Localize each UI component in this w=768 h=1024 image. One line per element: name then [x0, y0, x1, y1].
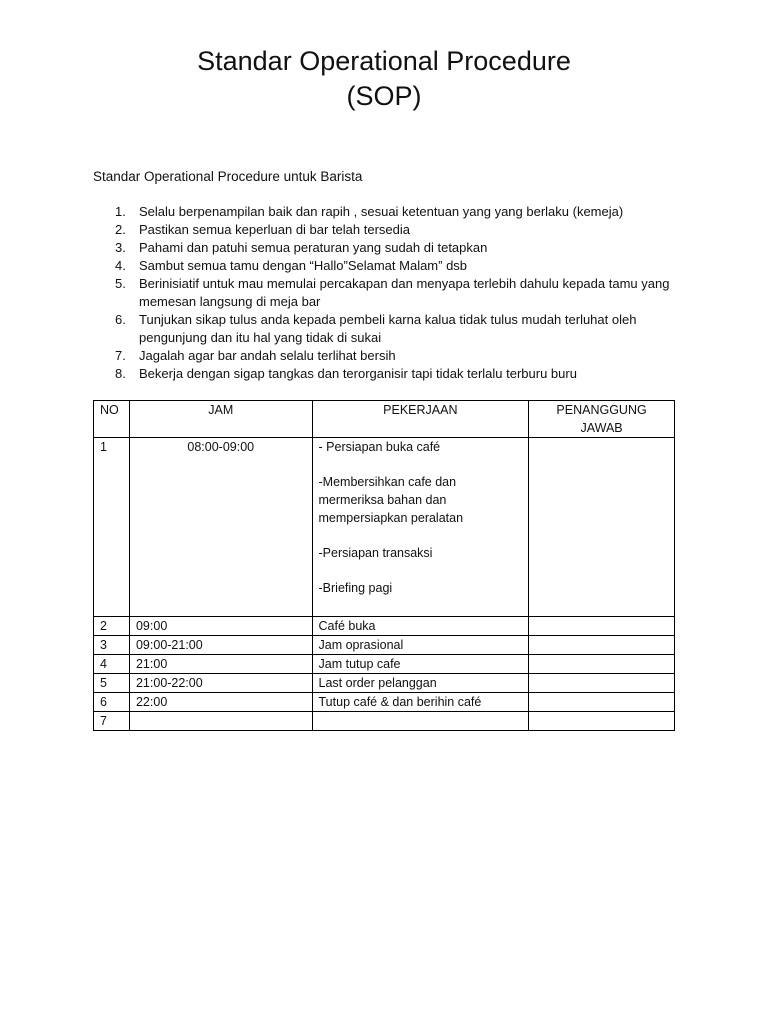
step-text: Selalu berpenampilan baik dan rapih , sesuai ketentuan yang yang berlaku (kemeja): [139, 204, 624, 219]
list-item: [93, 347, 683, 365]
cell-no: 2: [94, 617, 130, 636]
header-penanggung-jawab: PENANGGUNG JAWAB: [529, 401, 675, 438]
task-line: -Persiapan transaksi: [318, 546, 433, 560]
header-jam: JAM: [129, 401, 312, 438]
sop-steps-list: [93, 203, 683, 383]
cell-jam: 08:00-09:00: [129, 438, 312, 617]
cell-pj: [529, 712, 675, 731]
cell-jam: 09:00: [129, 617, 312, 636]
list-item: [93, 365, 683, 383]
document-title: [0, 44, 768, 114]
section-subtitle: Standar Operational Procedure untuk Barista: [93, 169, 363, 184]
list-item: [93, 257, 683, 275]
task-line: -Briefing pagi: [318, 581, 393, 595]
task-line: - Persiapan buka café: [318, 440, 441, 454]
step-number: 7.: [115, 348, 126, 363]
table-row: [94, 693, 675, 712]
step-number: 8.: [115, 366, 126, 381]
table-row: [94, 636, 675, 655]
list-item: [93, 275, 683, 311]
table-row: [94, 655, 675, 674]
cell-pekerjaan: [312, 438, 529, 617]
cell-no: 7: [94, 712, 130, 731]
cell-pekerjaan: Jam oprasional: [312, 636, 529, 655]
step-text: Sambut semua tamu dengan “Hallo”Selamat Malam” dsb: [139, 258, 468, 273]
step-number: 3.: [115, 240, 126, 255]
list-item: [93, 203, 683, 221]
cell-pj: [529, 617, 675, 636]
table-row: [94, 712, 675, 731]
list-item: [93, 239, 683, 257]
cell-pj: [529, 636, 675, 655]
table-row: [94, 674, 675, 693]
schedule-table: [93, 400, 675, 731]
step-number: 2.: [115, 222, 126, 237]
cell-pj: [529, 693, 675, 712]
step-number: 5.: [115, 276, 126, 291]
step-number: 1.: [115, 204, 126, 219]
table-row: [94, 617, 675, 636]
cell-no: 4: [94, 655, 130, 674]
list-item: [93, 311, 683, 347]
title-line-1: Standar Operational Procedure: [197, 46, 571, 76]
cell-jam: [129, 712, 312, 731]
cell-pekerjaan: Tutup café & dan berihin café: [312, 693, 529, 712]
cell-pj: [529, 438, 675, 617]
cell-jam: 09:00-21:00: [129, 636, 312, 655]
task-line: -Membersihkan cafe dan mermeriksa bahan dan mempersiapkan peralatan: [318, 475, 464, 525]
cell-pekerjaan: Last order pelanggan: [312, 674, 529, 693]
table-header-row: [94, 401, 675, 438]
header-pekerjaan: PEKERJAAN: [312, 401, 529, 438]
header-no: NO: [94, 401, 130, 438]
cell-pekerjaan: Jam tutup cafe: [312, 655, 529, 674]
list-item: [93, 221, 683, 239]
table-row: [94, 438, 675, 617]
cell-no: 5: [94, 674, 130, 693]
step-number: 4.: [115, 258, 126, 273]
step-text: Pahami dan patuhi semua peraturan yang sudah di tetapkan: [139, 240, 488, 255]
step-text: Bekerja dengan sigap tangkas dan terorganisir tapi tidak terlalu terburu buru: [139, 366, 577, 381]
title-line-2: (SOP): [346, 81, 422, 111]
cell-jam: 21:00: [129, 655, 312, 674]
cell-jam: 21:00-22:00: [129, 674, 312, 693]
cell-pekerjaan: [312, 712, 529, 731]
step-number: 6.: [115, 312, 126, 327]
step-text: Pastikan semua keperluan di bar telah tersedia: [139, 222, 410, 237]
cell-pj: [529, 655, 675, 674]
step-text: Tunjukan sikap tulus anda kepada pembeli karna kalua tidak tulus mudah terluhat oleh pengunjung dan itu hal yang tidak di sukai: [139, 312, 637, 345]
cell-pj: [529, 674, 675, 693]
cell-jam: 22:00: [129, 693, 312, 712]
cell-no: 3: [94, 636, 130, 655]
step-text: Berinisiatif untuk mau memulai percakapan dan menyapa terlebih dahulu kepada tamu yang memesan langsung di meja bar: [139, 276, 670, 309]
cell-pekerjaan: Café buka: [312, 617, 529, 636]
cell-no: 6: [94, 693, 130, 712]
cell-no: 1: [94, 438, 130, 617]
step-text: Jagalah agar bar andah selalu terlihat bersih: [139, 348, 396, 363]
